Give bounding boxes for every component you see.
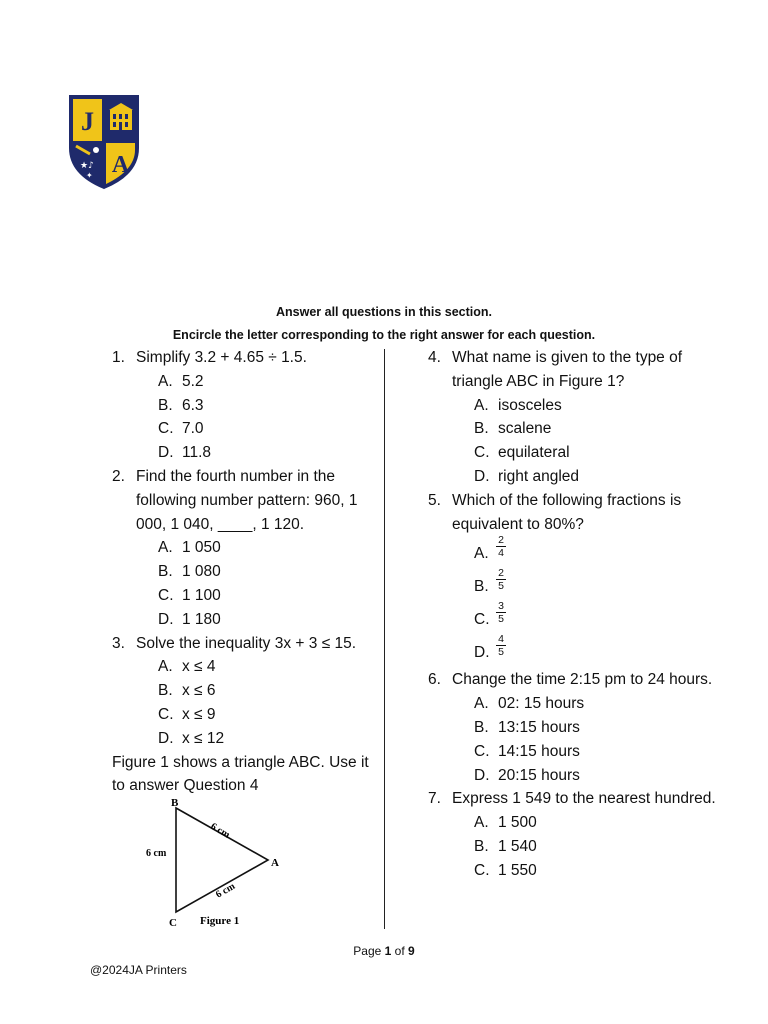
option-letter[interactable]: D. <box>474 467 490 485</box>
option-text: x ≤ 9 <box>182 705 216 723</box>
fraction <box>496 567 506 592</box>
fraction <box>496 534 506 559</box>
option-letter[interactable]: A. <box>474 695 489 713</box>
option-6c[interactable] <box>428 740 718 764</box>
option-2b[interactable] <box>112 560 377 584</box>
page-label: Page <box>353 944 382 958</box>
question-text: Solve the inequality 3x + 3 ≤ 15. <box>136 634 357 652</box>
option-text: 14:15 hours <box>498 742 580 760</box>
crest-letter-a: A <box>111 152 130 178</box>
side-ab-label: 6 cm <box>208 821 232 841</box>
option-6a[interactable] <box>428 692 718 716</box>
question-text: Simplify 3.2 + 4.65 ÷ 1.5. <box>136 349 307 366</box>
question-5 <box>428 489 718 537</box>
option-letter[interactable]: C. <box>158 705 174 723</box>
figure-intro-text: Figure 1 shows a triangle ABC. Use it to answer Question 4 <box>112 753 369 795</box>
question-text: What name is given to the type of triangle ABC in Figure 1? <box>452 349 683 390</box>
question-4 <box>428 346 718 394</box>
option-letter[interactable]: C. <box>474 611 490 629</box>
option-letter[interactable]: C. <box>474 444 490 462</box>
question-3 <box>112 632 377 656</box>
option-letter[interactable]: B. <box>158 563 173 581</box>
side-ac-label: 6 cm <box>214 880 238 901</box>
option-letter[interactable]: A. <box>158 372 173 390</box>
option-text: right angled <box>498 467 580 485</box>
instruction-line-2: Encircle the letter corresponding to the right answer for each question. <box>172 328 596 342</box>
fraction-denominator: 5 <box>498 613 504 626</box>
option-text: x ≤ 4 <box>182 658 216 676</box>
question-number: 7. <box>428 790 441 808</box>
option-4b[interactable] <box>428 417 718 441</box>
option-text: 13:15 hours <box>498 718 580 736</box>
option-letter[interactable]: B. <box>474 718 489 736</box>
option-3b[interactable] <box>112 679 377 703</box>
option-5d[interactable] <box>428 635 718 668</box>
option-2c[interactable] <box>112 584 377 608</box>
option-5a[interactable] <box>428 536 718 569</box>
option-text: equilateral <box>498 444 570 462</box>
option-3d[interactable] <box>112 727 377 751</box>
fraction-numerator: 3 <box>496 600 506 613</box>
question-number: 4. <box>428 349 441 366</box>
option-2a[interactable] <box>112 536 377 560</box>
option-letter[interactable]: A. <box>474 814 489 832</box>
option-text: 1 550 <box>498 861 537 879</box>
option-4d[interactable] <box>428 465 718 489</box>
question-2 <box>112 465 377 536</box>
figure-caption: Figure 1 <box>200 915 240 927</box>
crest-letter-j: J <box>81 107 94 136</box>
right-column <box>428 346 718 883</box>
question-number: 5. <box>428 491 441 509</box>
option-1a[interactable] <box>112 370 377 394</box>
fraction-numerator: 2 <box>496 534 506 547</box>
side-bc-label: 6 cm <box>146 848 167 859</box>
option-3a[interactable] <box>112 655 377 679</box>
question-text: Find the fourth number in the following number pattern: 960, 1 000, 1 040, ____, 1 120. <box>136 467 358 533</box>
svg-text:★♪: ★♪ <box>80 161 94 171</box>
vertex-a-label: A <box>271 857 279 869</box>
option-text: 20:15 hours <box>498 766 580 784</box>
question-number: 6. <box>428 671 441 689</box>
option-letter[interactable]: C. <box>474 861 490 879</box>
option-letter[interactable]: B. <box>474 837 489 855</box>
question-number: 1. <box>112 349 125 366</box>
fraction-denominator: 4 <box>498 547 504 560</box>
fraction <box>496 600 506 625</box>
option-4c[interactable] <box>428 441 718 465</box>
option-text: 7.0 <box>182 420 204 438</box>
option-7c[interactable] <box>428 859 718 883</box>
option-text: 5.2 <box>182 372 204 390</box>
instruction-line-1: Answer all questions in this section. <box>275 305 492 319</box>
question-text: Express 1 549 to the nearest hundred. <box>452 790 716 808</box>
option-letter[interactable]: D. <box>158 729 174 747</box>
option-text: 1 500 <box>498 814 537 832</box>
vertex-c-label: C <box>169 917 177 929</box>
question-number: 2. <box>112 467 125 485</box>
option-3c[interactable] <box>112 703 377 727</box>
question-7 <box>428 787 718 811</box>
option-7b[interactable] <box>428 835 718 859</box>
school-crest-logo <box>68 94 140 190</box>
page-of: of <box>394 944 405 958</box>
fraction-numerator: 2 <box>496 567 506 580</box>
fraction-denominator: 5 <box>498 646 504 659</box>
option-letter[interactable]: D. <box>474 644 490 662</box>
fraction <box>496 633 506 658</box>
option-4a[interactable] <box>428 394 718 418</box>
option-letter[interactable]: B. <box>474 578 489 596</box>
option-text: 1 540 <box>498 837 537 855</box>
option-letter[interactable]: A. <box>474 545 489 563</box>
option-1b[interactable] <box>112 394 377 418</box>
option-letter[interactable]: C. <box>158 420 174 438</box>
fraction-numerator: 4 <box>496 633 506 646</box>
option-text: 1 180 <box>182 610 221 628</box>
question-text: Change the time 2:15 pm to 24 hours. <box>452 671 713 689</box>
option-letter[interactable]: B. <box>158 396 173 414</box>
option-letter[interactable]: D. <box>158 610 174 628</box>
figure-1-triangle <box>140 794 280 930</box>
column-divider <box>384 349 385 929</box>
option-letter[interactable]: A. <box>474 396 489 414</box>
option-2d[interactable] <box>112 608 377 632</box>
option-7a[interactable] <box>428 811 718 835</box>
option-text: 02: 15 hours <box>498 695 585 713</box>
option-text: isosceles <box>498 396 562 414</box>
option-text: 1 080 <box>182 563 221 581</box>
option-text: x ≤ 12 <box>182 729 225 747</box>
option-6d[interactable] <box>428 764 718 788</box>
svg-text:✦: ✦ <box>86 171 93 180</box>
option-5c[interactable] <box>428 602 718 635</box>
fraction-denominator: 5 <box>498 580 504 593</box>
option-text: 11.8 <box>182 444 212 462</box>
question-number: 3. <box>112 634 125 652</box>
option-text: scalene <box>498 420 552 438</box>
option-letter[interactable]: C. <box>158 586 174 604</box>
question-6 <box>428 668 718 692</box>
option-5b[interactable] <box>428 569 718 602</box>
option-letter[interactable]: B. <box>158 682 173 700</box>
option-text: 1 050 <box>182 539 221 557</box>
vertex-b-label: B <box>171 797 179 809</box>
option-6b[interactable] <box>428 716 718 740</box>
option-text: x ≤ 6 <box>182 682 216 700</box>
option-letter[interactable]: D. <box>158 444 174 462</box>
question-1 <box>112 346 377 370</box>
option-text: 1 100 <box>182 586 221 604</box>
page-number <box>0 944 768 958</box>
option-1c[interactable] <box>112 417 377 441</box>
copyright-text: @2024JA Printers <box>90 963 187 977</box>
question-text: Which of the following fractions is equivalent to 80%? <box>452 491 682 533</box>
option-letter[interactable]: A. <box>158 658 173 676</box>
option-letter[interactable]: B. <box>474 420 489 438</box>
option-letter[interactable]: D. <box>474 766 490 784</box>
page-current: 1 <box>384 944 392 958</box>
option-text: 6.3 <box>182 396 204 414</box>
option-1d[interactable] <box>112 441 377 465</box>
option-letter[interactable]: C. <box>474 742 490 760</box>
option-letter[interactable]: A. <box>158 539 173 557</box>
left-column <box>112 346 377 798</box>
page-total: 9 <box>408 944 415 958</box>
